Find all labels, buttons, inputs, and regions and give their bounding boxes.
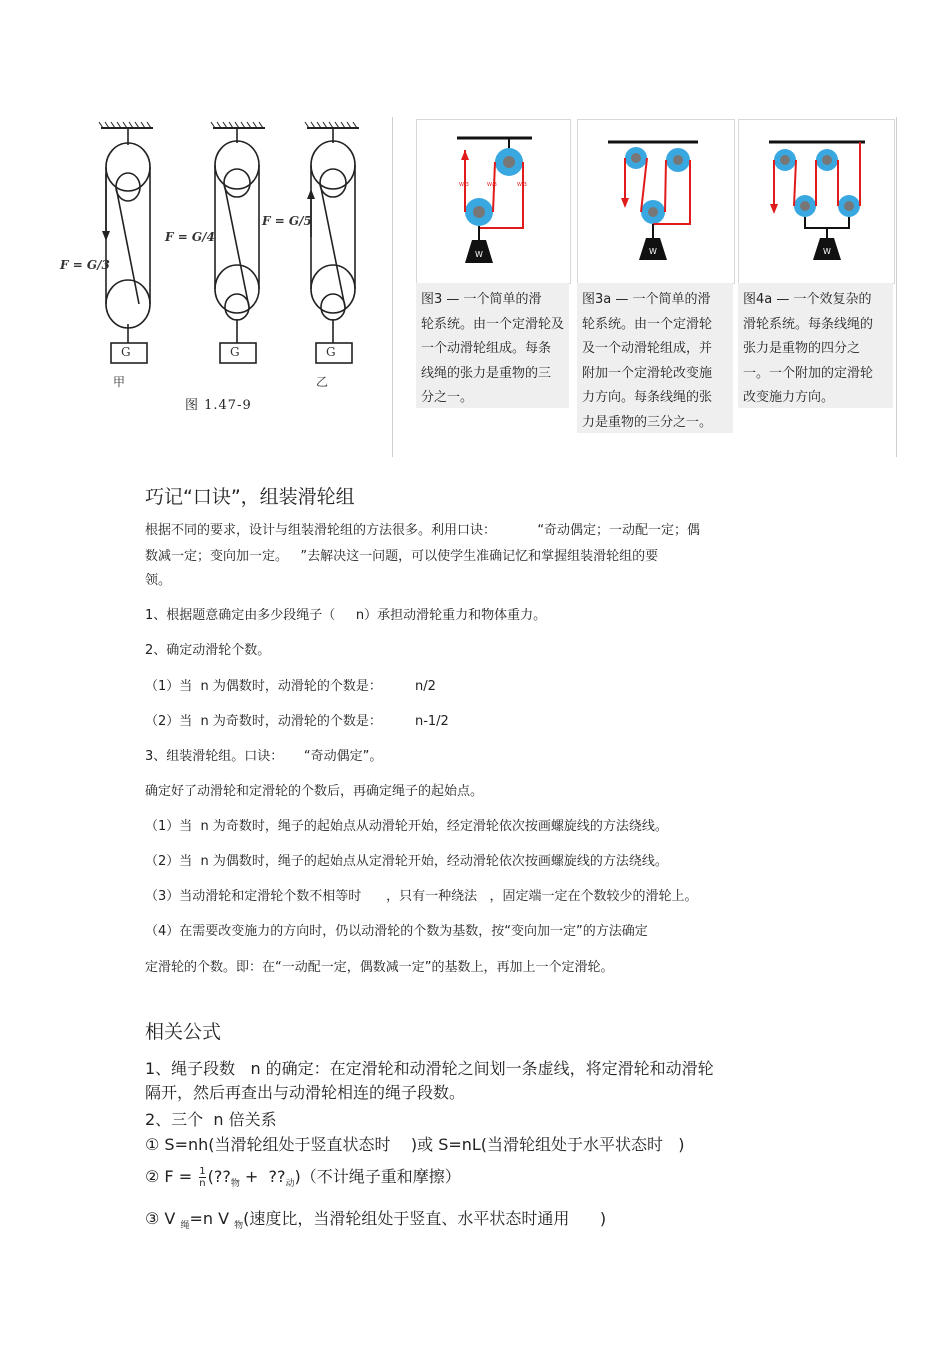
label-yi: 乙: [316, 375, 329, 389]
weight-label-3: G: [326, 345, 336, 359]
step-3-case-2: （2）当 n 为偶数时，绳子的起始点从定滑轮开始，经动滑轮依次按画螺旋线的方法绕线。: [145, 854, 668, 869]
svg-text:W/3: W/3: [517, 182, 527, 188]
formula-velocity-mid: =n V: [189, 1209, 235, 1228]
formula-force-sub2: 动: [285, 1179, 295, 1189]
step-3-case-4: （4）在需要改变施力的方向时，仍以动滑轮的个数为基数，按“变向加一定”的方法确定: [145, 924, 648, 939]
svg-text:W: W: [649, 247, 657, 256]
formula-line-3: 2、三个 n 倍关系: [145, 1110, 277, 1129]
weight-label-2: G: [230, 345, 240, 359]
fraction-one-over-n: [199, 1166, 205, 1189]
formula-force: [145, 1164, 461, 1189]
svg-text:W: W: [475, 250, 483, 259]
svg-text:W: W: [823, 247, 831, 256]
step-3-intro: 确定好了动滑轮和定滑轮的个数后，再确定绳子的起始点。: [145, 784, 484, 799]
pulley-panel-2: [577, 119, 735, 284]
force-label-3: F = G/5: [262, 214, 312, 228]
formula-force-suffix: )（不计绳子重和摩擦）: [294, 1167, 461, 1186]
formula-velocity-sub1: 绳: [180, 1221, 190, 1231]
intro-line-1: 根据不同的要求，设计与组装滑轮组的方法很多。利用口诀： “奇动偶定；一动配一定；偶: [145, 523, 701, 538]
formula-force-g2: + ??: [239, 1167, 286, 1186]
section-title-formulas: 相关公式: [145, 1021, 222, 1043]
pulley-panel-3: [738, 119, 895, 284]
formula-force-prefix: ② F =: [145, 1167, 198, 1186]
formula-line-2: 隔开，然后再查出与动滑轮相连的绳子段数。: [145, 1083, 466, 1102]
formula-force-g1: (??: [207, 1167, 231, 1186]
formula-line-1: 1、绳子段数 n 的确定：在定滑轮和动滑轮之间划一条虚线，将定滑轮和动滑轮: [145, 1059, 714, 1078]
panel-caption-2: 图3a — 一个简单的滑 轮系统。由一个定滑轮 及一个动滑轮组成，并 附加一个定滑轮改变施 力方向。每条线绳的张 力是重物的三分之一。: [577, 283, 733, 433]
fraction-numerator: 1: [199, 1166, 206, 1177]
panel-caption-1: 图3 — 一个简单的滑 轮系统。由一个定滑轮及 一个动滑轮组成。每条 线绳的张力是重物的三 分之一。: [416, 283, 569, 408]
svg-text:W/3: W/3: [487, 182, 497, 188]
intro-line-3: 领。: [145, 573, 172, 588]
formula-velocity-sub2: 物: [234, 1221, 244, 1231]
step-2-case-1: （1）当 n 为偶数时，动滑轮的个数是： n/2: [145, 679, 436, 694]
panel-caption-3: 图4a — 一个效复杂的 滑轮系统。每条线绳的 张力是重物的四分之 一。一个附加的定滑轮 改变施力方向。: [738, 283, 893, 408]
step-2-case-2: （2）当 n 为奇数时，动滑轮的个数是： n-1/2: [145, 714, 449, 729]
svg-text:W/3: W/3: [459, 182, 469, 188]
pulley-panel-1: [416, 119, 571, 284]
formula-line-4: ① S=nh(当滑轮组处于竖直状态时 )或 S=nL(当滑轮组处于水平状态时 ): [145, 1135, 685, 1154]
step-3-case-4-cont: 定滑轮的个数。即：在“一动配一定，偶数减一定”的基数上，再加上一个定滑轮。: [145, 960, 614, 975]
step-2: 2、确定动滑轮个数。: [145, 643, 271, 658]
force-label-2: F = G/4: [165, 230, 215, 244]
formula-velocity-prefix: ③ V: [145, 1209, 181, 1228]
force-label-1: F = G/3: [60, 258, 110, 272]
formula-force-sub1: 物: [230, 1179, 240, 1189]
step-1: 1、根据题意确定由多少段绳子（ n）承担动滑轮重力和物体重力。: [145, 608, 547, 623]
weight-label-1: G: [121, 345, 131, 359]
fraction-denominator: n: [199, 1178, 206, 1189]
label-jia: 甲: [113, 375, 126, 389]
formula-velocity-suffix: (速度比，当滑轮组处于竖直、水平状态时通用 ): [243, 1209, 607, 1228]
step-3: 3、组装滑轮组。口诀： “奇动偶定”。: [145, 749, 383, 764]
section-title-mnemonic: 巧记“口诀”，组装滑轮组: [145, 486, 355, 508]
formula-velocity: [145, 1206, 606, 1231]
intro-line-2: 数减一定；变向加一定。 ”去解决这一问题，可以使学生准确记忆和掌握组装滑轮组的要: [145, 549, 659, 564]
figure-caption-left: 图 1.47-9: [185, 398, 252, 413]
step-3-case-3: （3）当动滑轮和定滑轮个数不相等时 ，只有一种绕法 ，固定端一定在个数较少的滑轮上。: [145, 889, 698, 904]
step-3-case-1: （1）当 n 为奇数时，绳子的起始点从动滑轮开始，经定滑轮依次按画螺旋线的方法绕线。: [145, 819, 668, 834]
